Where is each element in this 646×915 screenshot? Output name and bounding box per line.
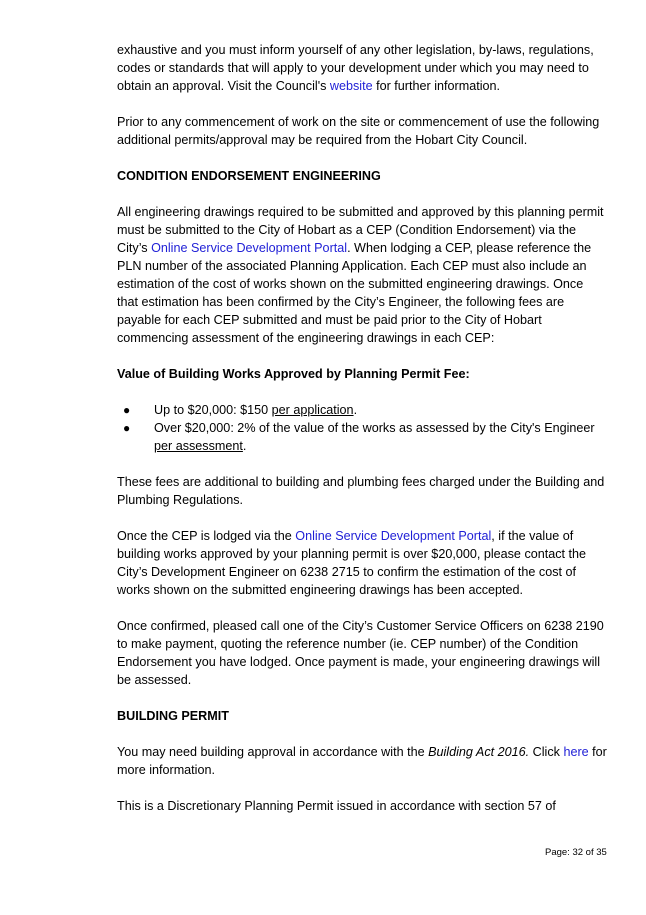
bullet-icon: ● [123,421,131,435]
discretionary-permit-paragraph: This is a Discretionary Planning Permit issued in accordance with section 57 of [117,799,556,813]
fees-additional-paragraph: These fees are additional to building and plumbing fees charged under the Building and Plumbing Regulations. [117,475,605,507]
list-item: ● Over $20,000: 2% of the value of the works as assessed by the City's Engineer per assessment. [123,421,595,453]
permits-paragraph: Prior to any commencement of work on the site or commencement of use the following additional permits/approval may be required from the Hobart City Council. [117,115,600,147]
document-page [117,41,607,815]
engineering-drawings-paragraph: All engineering drawings required to be submitted and approved by this planning permit must be submitted to the City of Hobart as a CEP (Condition Endorsement) via the City’s Online Service Development Portal. When lodging a CEP, please reference the PLN number of the associated Planning Application. Each CEP must also include an estimation of the cost of works shown on the submitted engineering drawings. Once that estimation has been confirmed by the City’s Engineer, the following fees are payable for each CEP submitted and must be paid prior to the City of Hobart commencing assessment of the engineering drawings in each CEP: [117,205,604,345]
cep-lodged-paragraph: Once the CEP is lodged via the Online Service Development Portal, if the value of building works approved by your planning permit is over $20,000, please contact the City’s Development Engineer on 6238 2715 to confirm the estimation of the cost of works shown on the submitted engineering drawings has been accepted. [117,529,587,597]
bullet-icon: ● [123,403,131,417]
list-item: ● Up to $20,000: $150 per application. [123,403,358,417]
development-portal-link-2[interactable]: Online Service Development Portal [295,529,492,543]
condition-endorsement-heading: CONDITION ENDORSEMENT ENGINEERING [117,169,381,183]
development-portal-link[interactable]: Online Service Development Portal [151,241,348,255]
building-approval-paragraph: You may need building approval in accordance with the Building Act 2016. Click here for more information. [117,745,607,777]
fee-list [117,401,607,455]
website-link[interactable]: website [329,79,373,93]
page-number: Page: 32 of 35 [545,847,607,858]
here-link[interactable]: here [563,745,589,759]
fee-subheading: Value of Building Works Approved by Planning Permit Fee: [117,367,470,381]
building-permit-heading: BUILDING PERMIT [117,709,229,723]
payment-paragraph: Once confirmed, pleased call one of the City’s Customer Service Officers on 6238 2190 to make payment, quoting the reference number (ie. CEP number) of the Condition Endorsement you have lodged. Once payment is made, your engineering drawings will be assessed. [117,619,604,687]
intro-paragraph: exhaustive and you must inform yourself of any other legislation, by-laws, regulations, codes or standards that will apply to your development under which you may need to obtain an approval. Visit the Council's website for further information. [117,43,594,93]
